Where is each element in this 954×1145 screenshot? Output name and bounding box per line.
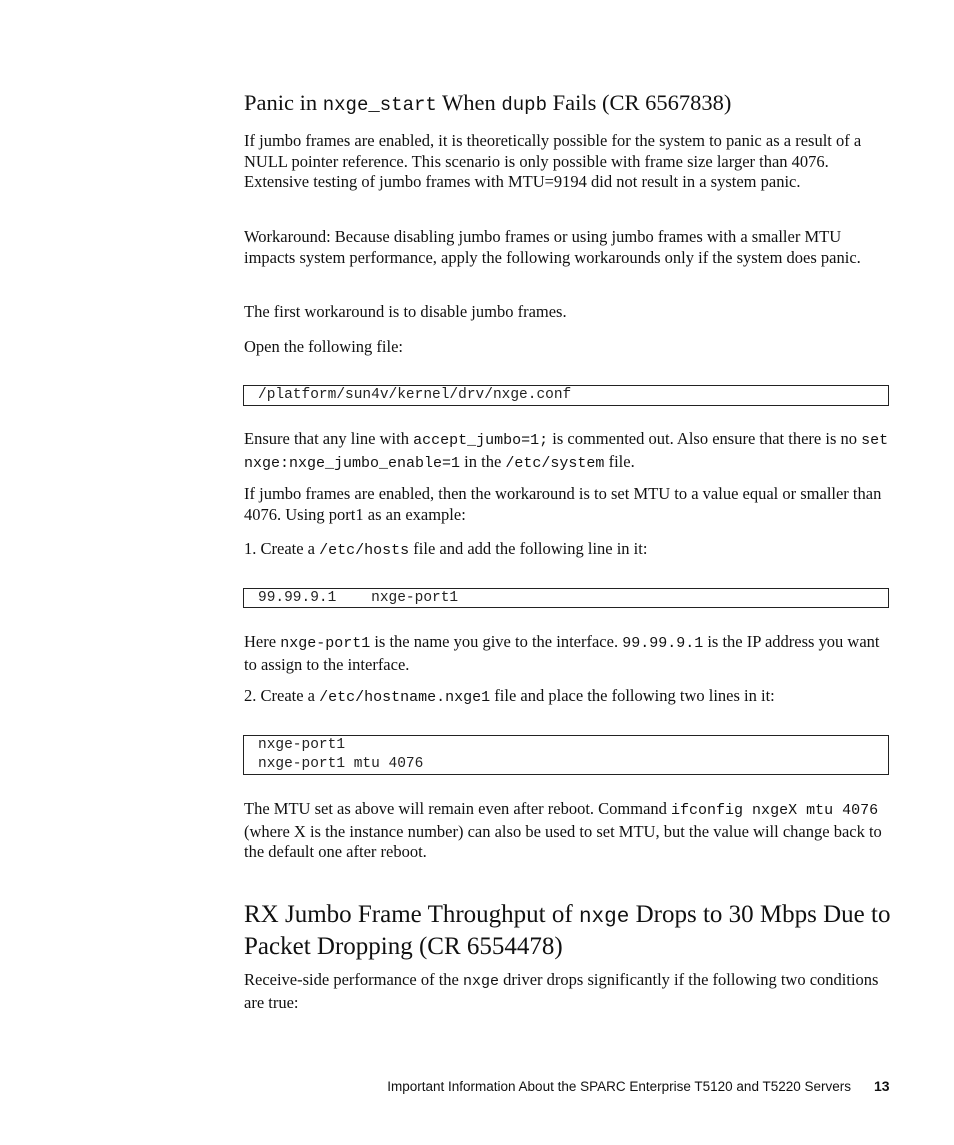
- code-block-nxge-conf: /platform/sun4v/kernel/drv/nxge.conf: [243, 385, 889, 406]
- paragraph-workaround: Workaround: Because disabling jumbo frames or using jumbo frames with a smaller MTU impacts system performance, apply the following workarounds only if the system does panic.: [244, 227, 861, 267]
- paragraph-interface-name: Here nxge-port1 is the name you give to the interface. 99.99.9.1 is the IP address you want to assign to the interface.: [244, 632, 880, 674]
- section-heading-rx-jumbo: RX Jumbo Frame Throughput of nxge Drops to 30 Mbps Due to Packet Dropping (CR 6554478): [244, 901, 891, 960]
- paragraph-receive-side: Receive-side performance of the nxge driver drops significantly if the following two conditions are true:: [244, 970, 879, 1012]
- step-2-create-hostname: 2. Create a /etc/hostname.nxge1 file and place the following two lines in it:: [244, 686, 775, 706]
- step-1-create-hosts: 1. Create a /etc/hosts file and add the following line in it:: [244, 539, 648, 559]
- paragraph-first-workaround: The first workaround is to disable jumbo frames.: [244, 302, 567, 321]
- paragraph-jumbo-panic: If jumbo frames are enabled, it is theoretically possible for the system to panic as a result of a NULL pointer reference. This scenario is only possible with frame size larger than 4076. Extensive testing of jumbo frames with MTU=9194 did not result in a system panic.: [244, 131, 862, 192]
- paragraph-mtu-reboot: The MTU set as above will remain even after reboot. Command ifconfig nxgeX mtu 4076 (where X is the instance number) can also be used to set MTU, but the value will change back to the default one after reboot.: [244, 799, 882, 862]
- section-heading-nxge-panic: Panic in nxge_start When dupb Fails (CR 6567838): [244, 90, 732, 116]
- code-block-hostname-lines: nxge-port1 nxge-port1 mtu 4076: [243, 735, 889, 775]
- footer-title: Important Information About the SPARC Enterprise T5120 and T5220 Servers: [387, 1079, 851, 1094]
- paragraph-ensure-commented: Ensure that any line with accept_jumbo=1; is commented out. Also ensure that there is no set nxge:nxge_jumbo_enable=1 in the /etc/system file.: [244, 429, 889, 472]
- code-block-hosts-line: 99.99.9.1 nxge-port1: [243, 588, 889, 608]
- paragraph-set-mtu: If jumbo frames are enabled, then the workaround is to set MTU to a value equal or smaller than 4076. Using port1 as an example:: [244, 484, 882, 524]
- paragraph-open-file: Open the following file:: [244, 337, 404, 356]
- page-number: 13: [874, 1078, 890, 1094]
